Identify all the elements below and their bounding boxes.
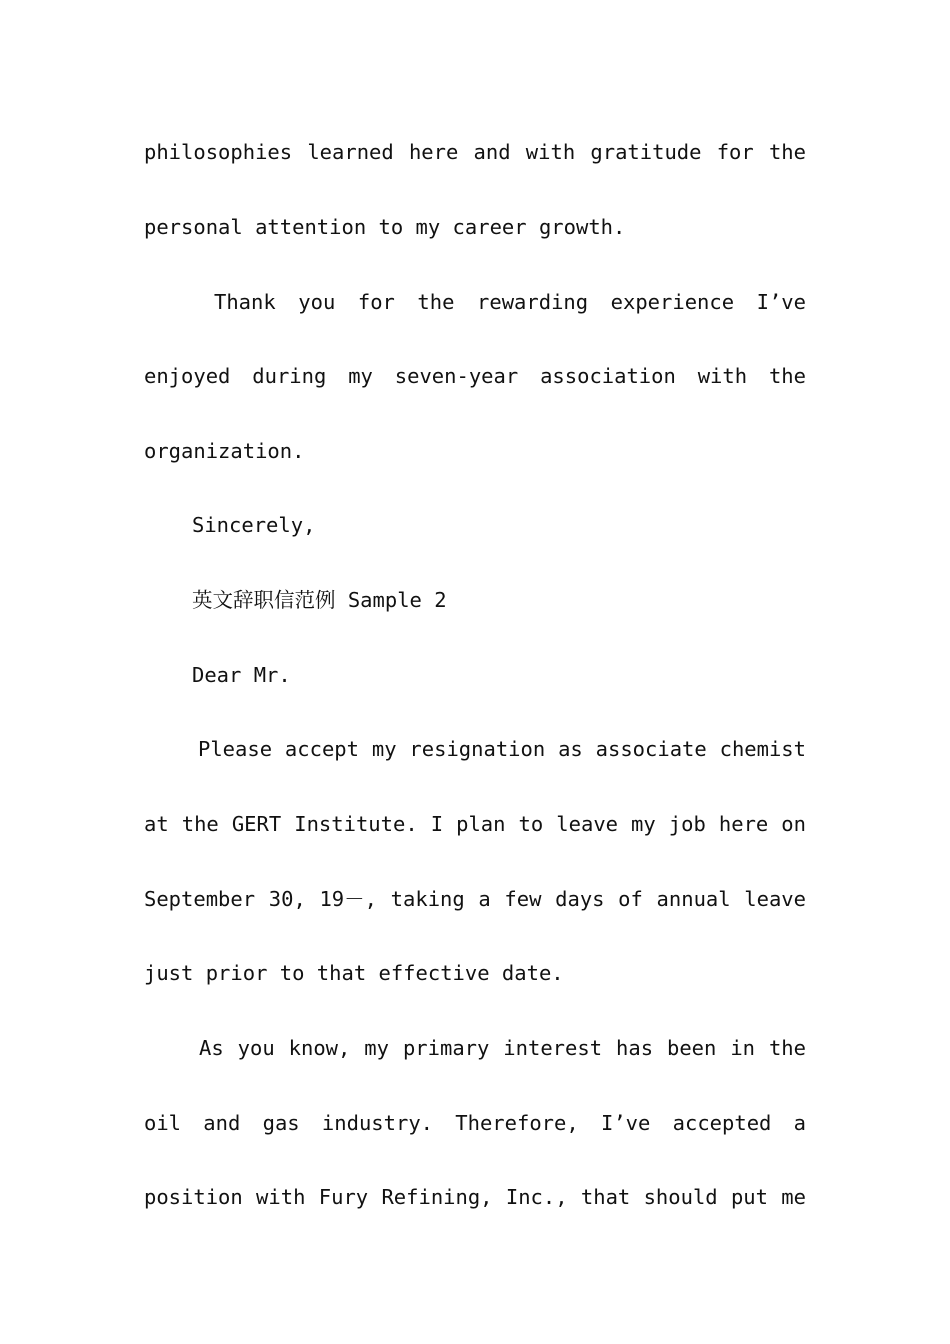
section-heading: 英文辞职信范例 Sample 2 bbox=[192, 588, 447, 612]
body-line: organization. bbox=[144, 439, 305, 463]
body-line: enjoyed during my seven-year association with the bbox=[144, 364, 806, 388]
paragraph-first-line: As you know, my primary interest has been in the bbox=[199, 1036, 806, 1060]
paragraph-first-line: Thank you for the rewarding experience I’ve bbox=[214, 290, 806, 314]
salutation: Dear Mr. bbox=[192, 663, 291, 687]
body-line: philosophies learned here and with gratitude for the bbox=[144, 140, 806, 164]
body-line: at the GERT Institute. I plan to leave my job here on bbox=[144, 812, 806, 836]
body-line: personal attention to my career growth. bbox=[144, 215, 626, 239]
body-line: position with Fury Refining, Inc., that should put me bbox=[144, 1185, 806, 1209]
body-line: September 30, 19－, taking a few days of annual leave bbox=[144, 887, 806, 911]
body-line: just prior to that effective date. bbox=[144, 961, 564, 985]
body-line: oil and gas industry. Therefore, I’ve accepted a bbox=[144, 1111, 806, 1135]
closing-line: Sincerely, bbox=[192, 513, 316, 537]
paragraph-first-line: Please accept my resignation as associate chemist bbox=[198, 737, 806, 761]
